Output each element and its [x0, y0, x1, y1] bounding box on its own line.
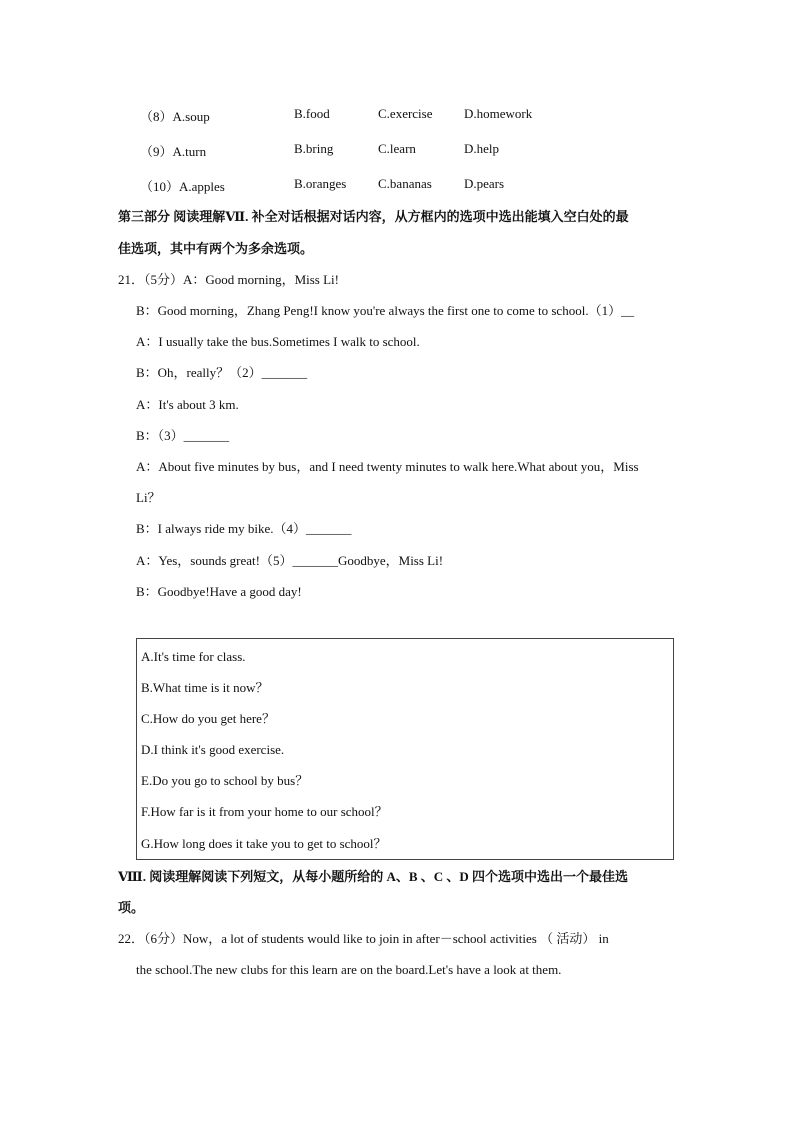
- option-a: （8）A.soup: [140, 109, 210, 124]
- dialogue-line: B：Oh，really？（2）_______: [136, 365, 308, 380]
- choices-box: [136, 638, 674, 860]
- q21-header: 21．（5分）A：Good morning，Miss Li!: [118, 272, 340, 287]
- section3-heading-line1: 第三部分 阅读理解Ⅶ. 补全对话根据对话内容，从方框内的选项中选出能填入空白处的最: [118, 209, 629, 224]
- option-a: （9）A.turn: [140, 144, 207, 159]
- dialogue-line: A：About five minutes by bus，and I need twenty minutes to walk here.What about you，Miss: [136, 459, 639, 474]
- choice-item: B.What time is it now？: [141, 680, 269, 695]
- dialogue-line: A：I usually take the bus.Sometimes I walk to school.: [136, 334, 420, 349]
- options-row-10: [136, 176, 696, 192]
- choice-item: D.I think it's good exercise.: [141, 742, 285, 757]
- option-d: D.homework: [464, 106, 533, 121]
- choice-item: F.How far is it from your home to our school？: [141, 804, 388, 819]
- dialogue-line: A：Yes，sounds great!（5）_______Goodbye，Miss Li!: [136, 553, 444, 568]
- choice-item: E.Do you go to school by bus？: [141, 773, 309, 788]
- choice-item: G.How long does it take you to get to school？: [141, 836, 387, 851]
- choice-item: A.It's time for class.: [141, 649, 246, 664]
- option-b: B.oranges: [294, 176, 347, 191]
- dialogue-line: B：（3）_______: [136, 428, 230, 443]
- dialogue-line: Li？: [136, 490, 161, 505]
- option-d: D.help: [464, 141, 500, 156]
- options-row-9: [136, 141, 696, 157]
- options-row-8: [136, 106, 696, 122]
- dialogue-line: B：Good morning，Zhang Peng!I know you're always the first one to come to school.（1）__: [136, 303, 635, 318]
- section3-heading-line2: 佳选项，其中有两个为多余选项。: [118, 241, 314, 256]
- option-c: C.learn: [378, 141, 416, 156]
- dialogue-line: B：Goodbye!Have a good day!: [136, 584, 302, 599]
- option-d: D.pears: [464, 176, 505, 191]
- option-c: C.bananas: [378, 176, 432, 191]
- option-b: B.food: [294, 106, 330, 121]
- section8-heading-line1: Ⅷ. 阅读理解阅读下列短文，从每小题所给的 A、B 、C 、D 四个选项中选出一个最佳选: [118, 869, 629, 884]
- option-b: B.bring: [294, 141, 334, 156]
- q22-line2: the school.The new clubs for this learn are on the board.Let's have a look at them.: [136, 962, 562, 977]
- q22-line1: 22．（6分）Now，a lot of students would like to join in after－school activities （ 活动） in: [118, 931, 609, 946]
- dialogue-line: A：It's about 3 km.: [136, 397, 239, 412]
- option-a: （10）A.apples: [140, 179, 225, 194]
- choice-item: C.How do you get here？: [141, 711, 275, 726]
- section8-heading-line2: 项。: [118, 900, 145, 915]
- dialogue-line: B：I always ride my bike.（4）_______: [136, 521, 352, 536]
- option-c: C.exercise: [378, 106, 433, 121]
